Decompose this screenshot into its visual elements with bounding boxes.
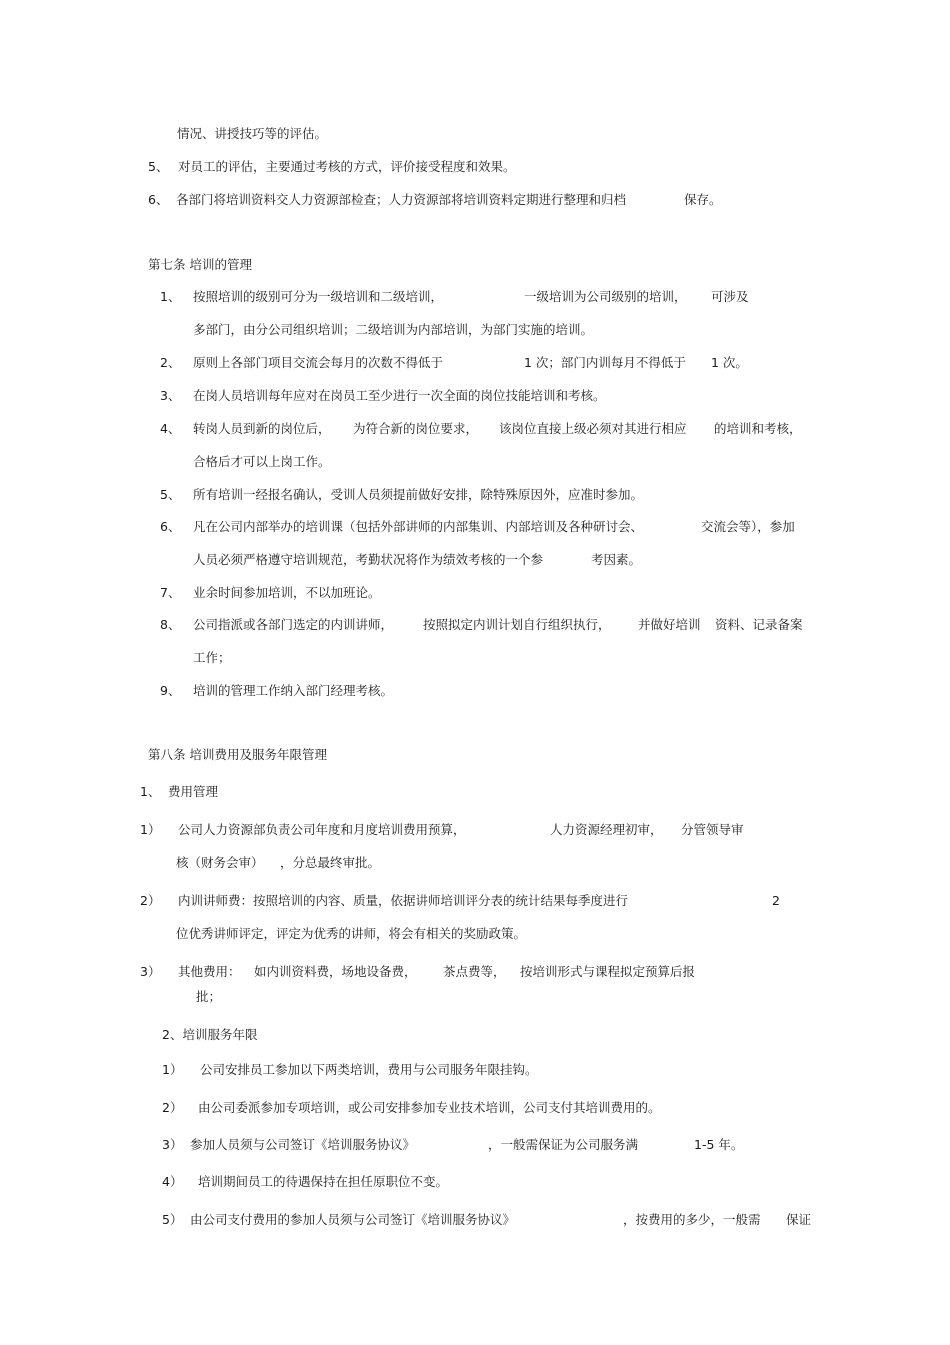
prev-item-5 (148, 159, 516, 175)
item-text: 1-5 年。 (694, 1137, 744, 1152)
art7-item-4-cont: 合格后才可以上岗工作。 (193, 454, 331, 469)
item-text: 在岗人员培训每年应对在岗员工至少进行一次全面的岗位技能培训和考核。 (193, 388, 606, 403)
art7-item-1-cont: 多部门，由分公司组织培训；二级培训为内部培训，为部门实施的培训。 (193, 322, 594, 337)
item-number: 5、 (148, 159, 169, 174)
item-text: 公司人力资源部负责公司年度和月度培训费用预算， (178, 822, 466, 837)
item-text: 一级培训为公司级别的培训， (524, 289, 687, 304)
art7-item-5 (160, 487, 644, 503)
item-text: 参加人员须与公司签订《培训服务协议》 (190, 1137, 416, 1152)
item-number: 3、 (160, 388, 181, 403)
item-number: 8、 (160, 617, 181, 632)
item-text: 的培训和考核， (714, 421, 802, 436)
fee-item-3-cont: 批； (196, 989, 222, 1004)
item-text: 按培训形式与课程拟定预算后报 (520, 964, 696, 979)
item-text: 对员工的评估，主要通过考核的方式，评价接受程度和效果。 (178, 159, 516, 174)
prev-line-continuation: 情况、讲授技巧等的评估。 (177, 126, 328, 141)
fee-item-2-cont: 位优秀讲师评定，评定为优秀的讲师，将会有相关的奖励政策。 (176, 926, 527, 941)
item-text: ，按费用的多少，一般需 (623, 1212, 761, 1227)
item-text: 凡在公司内部举办的培训课（包括外部讲师的内部集训、内部培训及各种研讨会、 (193, 519, 644, 534)
item-number: 2） (140, 893, 161, 908)
years-item-3 (162, 1137, 744, 1153)
art7-item-6-cont: 人员必须严格遵守培训规范，考勤状况将作为绩效考核的一个参 考因素。 (193, 552, 642, 567)
item-text: 该岗位直接上级必须对其进行相应 (499, 421, 687, 436)
item-text: 保存。 (684, 192, 722, 207)
years-item-1 (162, 1062, 538, 1078)
art8-section-2-heading: 2、培训服务年限 (162, 1027, 258, 1042)
item-number: 5） (162, 1212, 183, 1227)
item-text: 内训讲师费：按照培训的内容、质量，依据讲师培训评分表的统计结果每季度进行 (178, 893, 629, 908)
article-8-heading: 第八条 培训费用及服务年限管理 (148, 747, 327, 762)
item-text: 由公司支付费用的参加人员须与公司签订《培训服务协议》 (190, 1212, 516, 1227)
item-text: 转岗人员到新的岗位后， (193, 421, 331, 436)
item-text: 2 (772, 893, 780, 908)
fee-item-3 (140, 964, 696, 980)
item-text: 公司安排员工参加以下两类培训，费用与公司服务年限挂钩。 (200, 1062, 538, 1077)
item-number: 5、 (160, 487, 181, 502)
item-number: 3） (140, 964, 161, 979)
fee-item-2 (140, 893, 780, 909)
item-text: 所有培训一经报名确认，受训人员须提前做好安排，除特殊原因外，应准时参加。 (193, 487, 644, 502)
item-text: 其他费用： (178, 964, 241, 979)
item-text: 保证 (786, 1212, 812, 1227)
item-number: 7、 (160, 585, 181, 600)
item-number: 4、 (160, 421, 181, 436)
art8-section-1-heading: 1、 费用管理 (140, 784, 219, 799)
item-number: 1） (162, 1062, 183, 1077)
years-item-2 (162, 1100, 661, 1116)
art7-item-3 (160, 388, 606, 404)
fee-item-1 (140, 822, 744, 838)
item-number: 9、 (160, 683, 181, 698)
item-text: 业余时间参加培训，不以加班论。 (193, 585, 381, 600)
item-number: 6、 (148, 192, 169, 207)
article-7-heading: 第七条 培训的管理 (148, 257, 252, 272)
item-text: 并做好培训 (638, 617, 701, 632)
item-text: 1 次。 (711, 355, 748, 370)
art7-item-4 (160, 421, 802, 437)
item-text: 1 次；部门内训每月不得低于 (524, 355, 686, 370)
prev-item-6 (148, 192, 722, 208)
art7-item-2 (160, 355, 748, 371)
item-text: 原则上各部门项目交流会每月的次数不得低于 (193, 355, 444, 370)
item-text: 培训的管理工作纳入部门经理考核。 (193, 683, 394, 698)
item-number: 1） (140, 822, 161, 837)
item-text: 分管领导审 (681, 822, 744, 837)
item-text: 可涉及 (711, 289, 749, 304)
item-text: 按照培训的级别可分为一级培训和二级培训， (193, 289, 444, 304)
item-number: 6、 (160, 519, 181, 534)
item-text: 由公司委派参加专项培训，或公司安排参加专业技术培训，公司支付其培训费用的。 (198, 1100, 661, 1115)
art7-item-8 (160, 617, 803, 633)
fee-item-1-cont: 核（财务会审） ，分总最终审批。 (176, 855, 381, 870)
item-text: 如内训资料费，场地设备费， (254, 964, 417, 979)
item-number: 4） (162, 1174, 183, 1189)
art7-item-8-cont: 工作； (193, 650, 231, 665)
art7-item-6 (160, 519, 795, 535)
item-text: 为符合新的岗位要求， (353, 421, 479, 436)
item-text: ，一般需保证为公司服务满 (488, 1137, 639, 1152)
item-text: 资料、记录备案 (715, 617, 803, 632)
item-text: 按照拟定内训计划自行组织执行， (423, 617, 611, 632)
item-text: 人力资源经理初审， (550, 822, 663, 837)
item-text: 茶点费等， (443, 964, 506, 979)
item-text: 培训期间员工的待遇保持在担任原职位不变。 (198, 1174, 449, 1189)
item-number: 1、 (160, 289, 181, 304)
item-number: 2） (162, 1100, 183, 1115)
item-text: 公司指派或各部门选定的内训讲师， (193, 617, 394, 632)
item-text: 交流会等），参加 (701, 519, 795, 534)
item-number: 3） (162, 1137, 183, 1152)
art7-item-9 (160, 683, 394, 699)
item-text: 各部门将培训资料交人力资源部检查；人力资源部将培训资料定期进行整理和归档 (176, 192, 627, 207)
years-item-4 (162, 1174, 449, 1190)
art7-item-1 (160, 289, 749, 305)
art7-item-7 (160, 585, 381, 601)
years-item-5 (162, 1212, 812, 1228)
item-number: 2、 (160, 355, 181, 370)
